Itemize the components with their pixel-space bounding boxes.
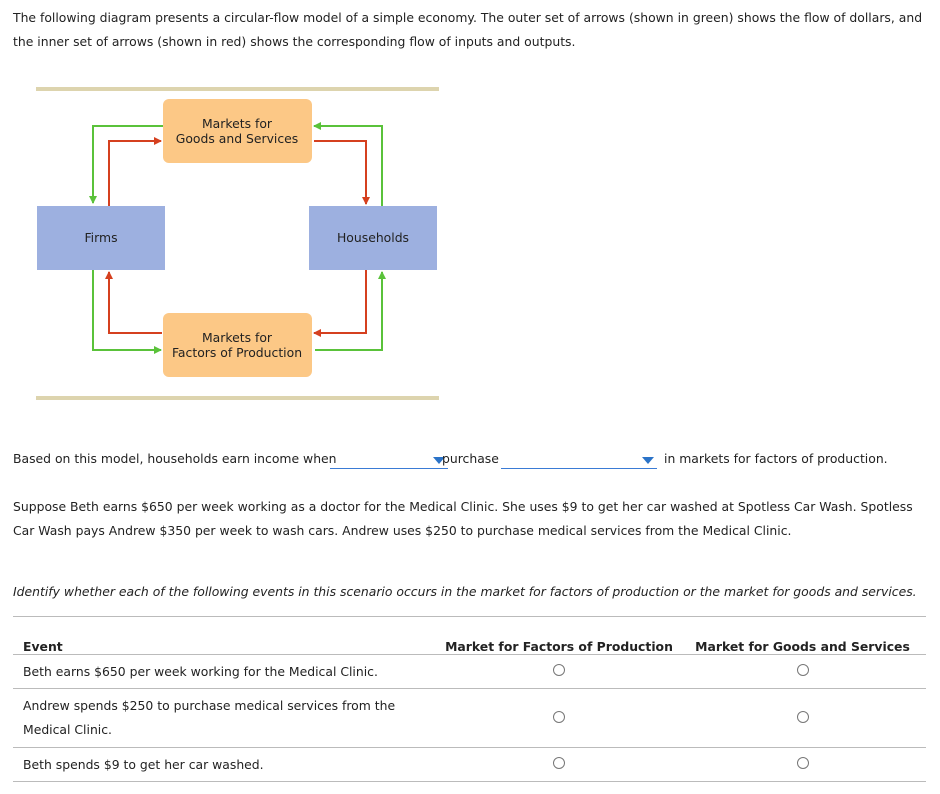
factors-column-header: Market for Factors of Production (445, 639, 673, 654)
factors-market-label-line2: Factors of Production (171, 345, 303, 360)
chevron-down-icon (642, 457, 654, 464)
event-text: Beth spends $9 to get her car washed. (13, 748, 439, 782)
goods-column-header: Market for Goods and Services (695, 639, 910, 654)
table-row (13, 689, 926, 748)
table-row (13, 748, 926, 782)
goods-market-label-line1: Markets for (201, 116, 273, 131)
top-divider (36, 87, 439, 91)
events-table (13, 616, 926, 782)
instructions-text: Identify whether each of the following events in this scenario occurs in the market for factors of production or the market for goods and services. (13, 584, 917, 599)
table-row (13, 655, 926, 689)
green-arrow-firms-to-factors (93, 270, 161, 350)
radio-goods-row-3[interactable] (797, 757, 809, 769)
factors-market-label-line1: Markets for (201, 330, 273, 345)
firms-label: Firms (84, 230, 118, 245)
table-header-row (13, 617, 926, 655)
circular-flow-diagram (36, 85, 440, 403)
radio-goods-row-1[interactable] (797, 664, 809, 676)
q1-prefix: Based on this model, households earn income when (13, 451, 337, 466)
radio-factors-row-3[interactable] (553, 757, 565, 769)
scenario-text: Suppose Beth earns $650 per week working as a doctor for the Medical Clinic. She uses $9 to get her car washed at Spotless Car Wash. Spotless Car Wash pays Andrew $350 per week to wash cars. Andrew uses $250 to purchase medical services from the Medical Clinic. (13, 499, 913, 538)
dropdown-1[interactable] (330, 450, 448, 469)
red-arrow-firms-to-goods (109, 141, 161, 206)
households-label: Households (336, 230, 410, 245)
green-arrow-households-to-goods (314, 126, 382, 206)
red-arrow-households-to-factors (314, 270, 366, 333)
goods-market-label-line2: Goods and Services (175, 131, 299, 146)
green-arrow-factors-to-households (315, 272, 382, 350)
radio-factors-row-1[interactable] (553, 664, 565, 676)
bottom-divider (36, 396, 439, 400)
q1-suffix: in markets for factors of production. (664, 451, 888, 466)
dropdown-2[interactable] (501, 450, 657, 469)
radio-goods-row-2[interactable] (797, 711, 809, 723)
event-column-header: Event (23, 639, 63, 654)
intro-text: The following diagram presents a circular-flow model of a simple economy. The outer set of arrows (shown in green) shows the flow of dollars, and the inner set of arrows (shown in red) shows the corresponding flow of inputs and outputs. (13, 10, 923, 49)
event-text: Beth earns $650 per week working for the Medical Clinic. (13, 655, 439, 689)
radio-factors-row-2[interactable] (553, 711, 565, 723)
red-arrow-goods-to-households (314, 141, 366, 204)
q1-middle: purchase (442, 451, 499, 466)
event-text: Andrew spends $250 to purchase medical services from the Medical Clinic. (13, 689, 439, 748)
green-arrow-goods-to-firms (93, 126, 163, 203)
red-arrow-factors-to-firms (109, 272, 162, 333)
